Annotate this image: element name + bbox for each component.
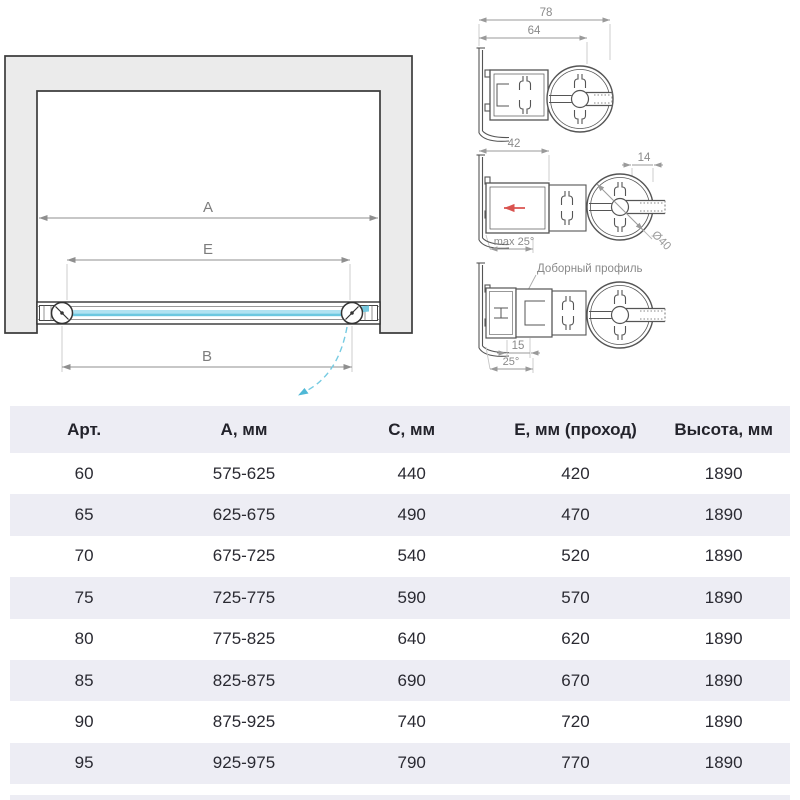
table-cell: 60 (74, 463, 94, 483)
table-cell: 875-925 (212, 712, 276, 732)
dim-label-b: B (201, 348, 213, 365)
table-cell: 1890 (704, 546, 743, 566)
table-cell: 65 (74, 505, 94, 525)
hinge-left (52, 303, 73, 324)
table-row (10, 536, 790, 577)
profile-sections (460, 0, 800, 400)
table-cell: 825-875 (212, 670, 276, 690)
profile-section-middle (477, 138, 674, 253)
next-row-edge (10, 795, 790, 800)
table-cell: 590 (397, 587, 426, 607)
wall-portal (5, 56, 412, 333)
dim-label-a: A (202, 199, 214, 216)
dim-label-14: 14 (637, 152, 651, 164)
table-cell: 1890 (704, 587, 743, 607)
column-header-e: Е, мм (проход) (514, 419, 637, 439)
table-cell: 420 (561, 463, 590, 483)
dim-label-42: 42 (507, 138, 521, 150)
table-cell: 470 (561, 505, 590, 525)
door-swing-arc (298, 327, 347, 396)
dim-label-78: 78 (539, 7, 553, 19)
table-cell: 740 (397, 712, 426, 732)
table-row (10, 660, 790, 701)
dim-label-e: E (202, 241, 214, 258)
profile-section-top (477, 7, 614, 141)
dim-label-25: 25° (502, 356, 520, 368)
table-cell: 690 (397, 670, 426, 690)
table-row (10, 453, 790, 494)
plan-view-diagram (0, 0, 460, 400)
table-cell: 570 (561, 587, 590, 607)
table-cell: 620 (561, 629, 590, 649)
table-row (10, 743, 790, 784)
column-header-art: Арт. (67, 419, 102, 439)
hinge-knuckle-middle (587, 174, 665, 240)
table-cell: 75 (74, 587, 94, 607)
dim-label-max25: max 25° (493, 236, 535, 248)
table-cell: 1890 (704, 712, 743, 732)
table-cell: 725-775 (212, 587, 276, 607)
table-cell: 540 (397, 546, 426, 566)
table-cell: 675-725 (212, 546, 276, 566)
size-table (10, 406, 790, 784)
table-cell: 640 (397, 629, 426, 649)
table-cell: 90 (74, 712, 94, 732)
table-row (10, 577, 790, 618)
table-cell: 520 (561, 546, 590, 566)
dim-label-d40: Ø40 (649, 228, 674, 253)
table-cell: 775-825 (212, 629, 276, 649)
table-cell: 490 (397, 505, 426, 525)
callout-label: Доборный профиль (537, 263, 643, 275)
hinge-knuckle-bottom (587, 282, 665, 348)
table-cell: 720 (561, 712, 590, 732)
table-cell: 1890 (704, 629, 743, 649)
dim-label-15: 15 (511, 340, 525, 352)
table-cell: 80 (74, 629, 94, 649)
size-table-body (10, 453, 790, 784)
size-table-header (10, 406, 790, 453)
dim-label-64: 64 (527, 25, 541, 37)
table-cell: 85 (74, 670, 94, 690)
hinge-knuckle-top (547, 66, 613, 132)
column-header-a: А, мм (220, 419, 268, 439)
table-row (10, 494, 790, 535)
table-cell: 1890 (704, 463, 743, 483)
table-cell: 575-625 (212, 463, 276, 483)
table-cell: 1890 (704, 505, 743, 525)
table-row (10, 619, 790, 660)
table-cell: 790 (397, 753, 426, 773)
profile-section-bottom (477, 263, 666, 373)
table-cell: 1890 (704, 670, 743, 690)
table-cell: 95 (74, 753, 94, 773)
table-cell: 1890 (704, 753, 743, 773)
table-cell: 925-975 (212, 753, 276, 773)
table-cell: 770 (561, 753, 590, 773)
table-cell: 440 (397, 463, 426, 483)
table-cell: 70 (74, 546, 94, 566)
table-cell: 625-675 (212, 505, 276, 525)
table-cell: 670 (561, 670, 590, 690)
table-row (10, 701, 790, 742)
glass-panel (71, 310, 343, 316)
column-header-height: Высота, мм (674, 419, 773, 439)
column-header-c: С, мм (388, 419, 436, 439)
hinge-right (342, 303, 363, 324)
